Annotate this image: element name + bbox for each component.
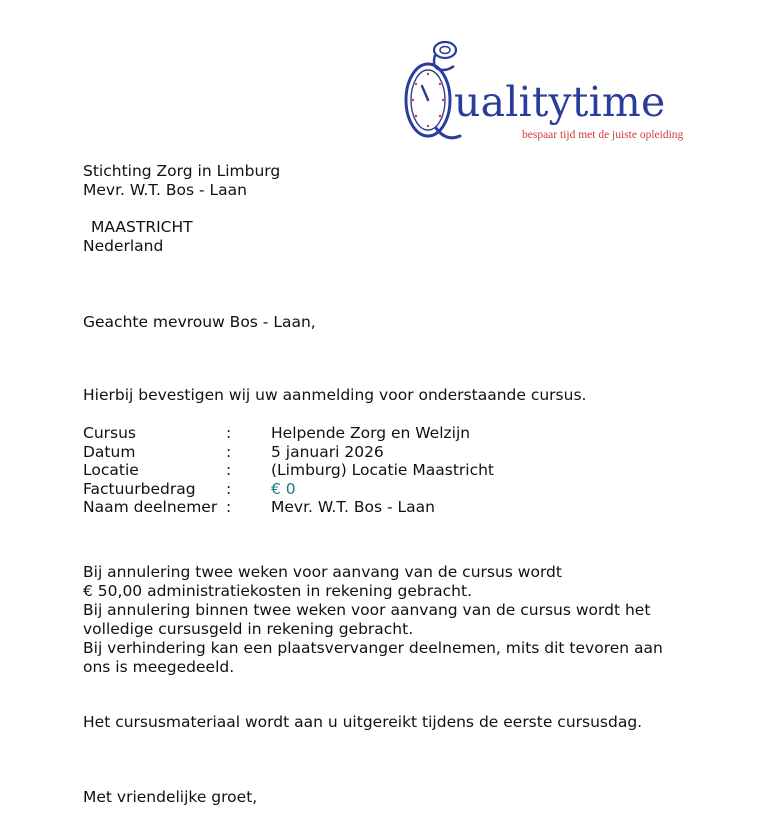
cancellation-line: ons is meegedeeld. bbox=[83, 658, 235, 676]
cancellation-line: volledige cursusgeld in rekening gebracht. bbox=[83, 620, 414, 638]
logo-tagline: bespaar tijd met de juiste opleiding bbox=[522, 129, 684, 141]
detail-value: (Limburg) Locatie Maastricht bbox=[271, 461, 495, 479]
detail-separator: : bbox=[226, 479, 232, 498]
address-city: MAASTRICHT bbox=[91, 218, 193, 236]
detail-separator: : bbox=[226, 424, 232, 442]
detail-value: Mevr. W.T. Bos - Laan bbox=[271, 498, 435, 516]
detail-label: Factuurbedrag bbox=[83, 479, 196, 498]
salutation: Geachte mevrouw Bos - Laan, bbox=[83, 313, 316, 331]
cancellation-line: € 50,00 administratiekosten in rekening gebracht. bbox=[83, 582, 472, 600]
material-note: Het cursusmateriaal wordt aan u uitgereikt tijdens de eerste cursusdag. bbox=[83, 713, 643, 731]
cancellation-line: Bij annulering twee weken voor aanvang van de cursus wordt bbox=[83, 563, 562, 581]
detail-value: 5 januari 2026 bbox=[271, 442, 384, 461]
detail-label: Naam deelnemer bbox=[83, 498, 218, 516]
detail-label: Cursus bbox=[83, 424, 136, 442]
logo-brand-text: ualitytime bbox=[454, 78, 666, 126]
detail-label: Locatie bbox=[83, 461, 139, 479]
address-country: Nederland bbox=[83, 237, 164, 255]
closing: Met vriendelijke groet, bbox=[83, 788, 258, 806]
detail-label: Datum bbox=[83, 442, 136, 461]
cancellation-line: Bij verhindering kan een plaatsvervanger deelnemen, mits dit tevoren aan bbox=[83, 639, 663, 657]
detail-separator: : bbox=[226, 461, 232, 479]
detail-value-amount: € 0 bbox=[271, 479, 296, 498]
cancellation-line: Bij annulering binnen twee weken voor aanvang van de cursus wordt het bbox=[83, 601, 651, 619]
qualitytime-logo bbox=[402, 36, 702, 148]
detail-separator: : bbox=[226, 498, 232, 516]
address-organization: Stichting Zorg in Limburg bbox=[83, 162, 281, 180]
address-contact: Mevr. W.T. Bos - Laan bbox=[83, 181, 247, 199]
detail-value: Helpende Zorg en Welzijn bbox=[271, 424, 471, 442]
detail-separator: : bbox=[226, 442, 232, 461]
intro-text: Hierbij bevestigen wij uw aanmelding voor onderstaande cursus. bbox=[83, 386, 587, 404]
